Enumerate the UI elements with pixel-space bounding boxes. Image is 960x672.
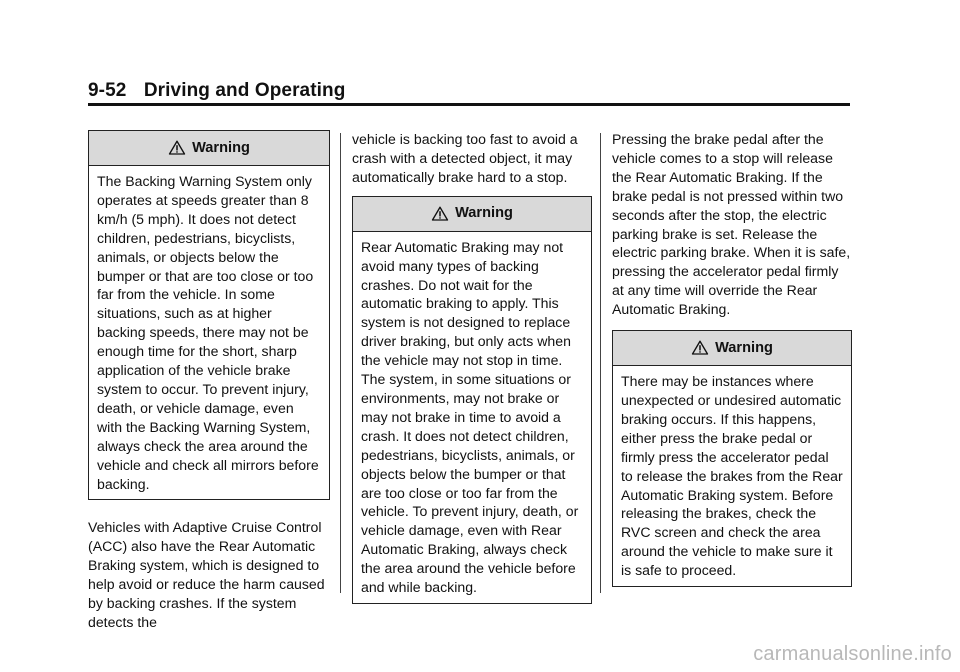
- column-2: [352, 130, 592, 604]
- warning-box-unexpected-braking: [612, 330, 852, 587]
- warning-box-rear-automatic-braking: [352, 196, 592, 604]
- column-divider-left: [340, 133, 341, 593]
- warning-triangle-icon: [691, 339, 709, 357]
- warning-header: [89, 131, 329, 166]
- warning-title: Warning: [192, 139, 250, 156]
- warning-triangle-icon: [168, 139, 186, 157]
- warning-body: Rear Automatic Braking may not avoid many types of backing crashes. Do not wait for the automatic braking to apply. This system is not designed to replace driver braking, but only acts when the vehicle may not stop in time. The system, in some situations or environments, may not brake or may not brake in time to avoid a crash. It does not detect children, pedestrians, bicyclists, animals, or objects below the bumper or that are too close or too far from the vehicle. To prevent injury, death, or vehicle damage, even with Rear Automatic Braking, always check the area around the vehicle before and while backing.: [361, 238, 579, 596]
- warning-box-backing-system: [88, 130, 330, 500]
- column-1: [88, 130, 330, 632]
- column-3: [612, 130, 852, 587]
- section-title: Driving and Operating: [143, 80, 346, 101]
- warning-body: The Backing Warning System only operates at speeds greater than 8 km/h (5 mph). It does not detect children, pedestrians, bicyclists, animals, or objects below the bumper or that are too close or too far from the vehicle. In some situations, such as at higher backing speeds, there may not be enough time for the short, sharp application of the vehicle brake system to occur. To prevent injury, death, or vehicle damage, even with the Backing Warning System, always check the area around the vehicle and check all mirrors before backing.: [97, 173, 319, 492]
- paragraph-release-braking: Pressing the brake pedal after the vehicle comes to a stop will release the Rear Automatic Braking. If the brake pedal is not pressed within two seconds after the stop, the electric parking brake is set. Release the electric parking brake. When it is safe, pressing the accelerator pedal firmly at any time will override the Rear Automatic Braking.: [612, 131, 851, 318]
- paragraph-acc: Vehicles with Adaptive Cruise Control (ACC) also have the Rear Automatic Braking system, which is designed to help avoid or reduce the harm caused by backing crashes. If the system detects the: [88, 519, 325, 630]
- header-rule: [88, 103, 850, 106]
- column-divider-right: [600, 133, 601, 593]
- watermark: carmanualsonline.info: [753, 643, 952, 665]
- warning-title: Warning: [715, 339, 773, 356]
- paragraph-brake-hard: vehicle is backing too fast to avoid a crash with a detected object, it may automatically brake hard to a stop.: [352, 131, 578, 185]
- warning-triangle-icon: [431, 205, 449, 223]
- page-header: [88, 80, 345, 102]
- warning-header: [353, 197, 591, 232]
- warning-body: There may be instances where unexpected or undesired automatic braking occurs. If this happens, either press the brake pedal or firmly press the accelerator pedal to release the brakes from the Rear Automatic Braking system. Before releasing the brakes, check the RVC screen and check the area around the vehicle to make sure it is safe to proceed.: [621, 373, 843, 579]
- warning-header: [613, 331, 851, 366]
- warning-title: Warning: [455, 205, 513, 222]
- page-number: 9-52: [88, 80, 127, 101]
